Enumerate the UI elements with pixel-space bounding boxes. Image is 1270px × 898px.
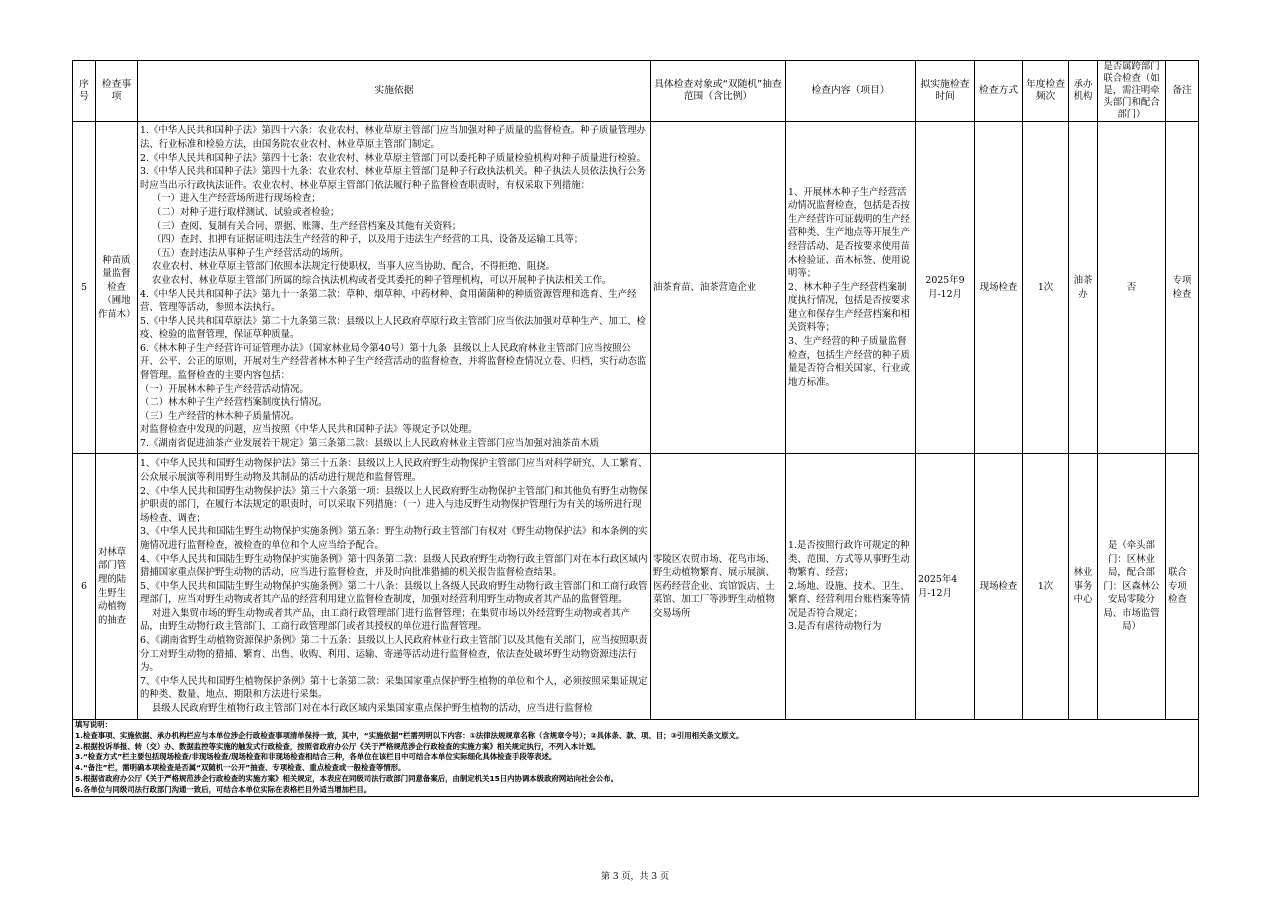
col-header-joint: 是否属跨部门联合检查（如是，需注明牵头部门和配合部门） — [1098, 61, 1166, 122]
page-number: 第 3 页，共 3 页 — [601, 872, 669, 882]
basis-line: （一）进入生产经营场所进行现场检查； — [140, 193, 321, 205]
col-header-method: 检查方式 — [975, 61, 1023, 122]
basis-line: （三）生产经营的林木种子质量情况。 — [140, 410, 300, 422]
notes-item: 6.各单位与同级司法行政部门沟通一致后，可结合本单位实际在表格栏目外适当增加栏目。 — [75, 784, 372, 794]
cell-basis — [138, 122, 651, 454]
col-header-remark: 备注 — [1166, 61, 1199, 122]
basis-line: 3.《中华人民共和国种子法》第四十九条：农业农村、林业草原主管部门是种子行政执法机关。种子执法人员依法执行公务时应当出示行政执法证件。农业农村、林业草原主管部门依法履行种子监督检查职责时，有权采取下列措施： — [140, 166, 646, 191]
basis-line: （二）对种子进行取样测试、试验或者检验； — [140, 206, 340, 218]
basis-line: 1、《中华人民共和国野生动物保护法》第三十五条：县级以上人民政府野生动物保护主管部门应当对科学研究、人工繁育、公众展示展演等利用野生动物及其制品的活动进行规范和监督管理。 — [140, 458, 648, 483]
col-header-freq: 年度检查频次 — [1023, 61, 1069, 122]
basis-line: 农业农村、林业草原主管部门所属的综合执法机构或者受其委托的种子管理机构，可以开展种子执法相关工作。 — [140, 274, 612, 286]
basis-line: （二）林木种子生产经营档案制度执行情况。 — [140, 397, 328, 409]
fill-instructions — [73, 720, 1199, 797]
basis-line: （一）开展林木种子生产经营活动情况。 — [140, 383, 309, 395]
cell-method: 现场检查 — [975, 122, 1023, 454]
cell-time: 2025年9月-12月 — [916, 122, 975, 454]
cell-content: 1、开展林木种子生产经营活动情况监督检查，包括是否按生产经营许可证载明的生产经营种类、生产地点等开展生产经营活动、是否按要求使用苗木检验证、苗木标签、使用说明等； 2、林木种子生产经营档案制度执行情况，包括是否按要求建立和保存生产经营档案和相关资料等； 3、生产经营的种子质量监督检查，包括生产经营的种子质量是否符合相关国家、行业或地方标准。 — [786, 122, 916, 454]
basis-line: （五）查封违法从事种子生产经营活动的场所。 — [140, 247, 349, 259]
cell-method: 现场检查 — [975, 454, 1023, 720]
col-header-targets: 具体检查对象或“双随机”抽查范围（含比例） — [651, 61, 786, 122]
col-header-content: 检查内容（项目） — [786, 61, 916, 122]
col-header-seq: 序号 — [73, 61, 96, 122]
basis-line: 3、《中华人民共和国陆生野生动物保护实施条例》第五条：野生动物行政主管部门有权对《野生动物保护法》和本条例的实施情况进行监督检查，被检查的单位和个人应当给予配合。 — [140, 526, 648, 551]
basis-line: （三）查阅、复制有关合同、票据、账簿、生产经营档案及其他有关资料； — [140, 220, 462, 232]
basis-line: 6.《林木种子生产经营许可证管理办法》（国家林业局令第40号）第十九条 县级以上人民政府林业主管部门应当按照公开、公平、公正的原则，开展对生产经营者林木种子生产经营活动的监督检查，并将监督检查情况立卷、归档，实行动态监督管理。监督检查的主要内容包括： — [140, 342, 647, 382]
basis-line: 农业农村、林业草原主管部门依照本法规定行使职权，当事人应当协助、配合，不得拒绝、阻挠。 — [140, 261, 556, 273]
basis-line: 2.《中华人民共和国种子法》第四十七条：农业农村、林业草原主管部门可以委托种子质量检验机构对种子质量进行检验。 — [140, 152, 646, 164]
cell-org: 林业事务中心 — [1069, 454, 1098, 720]
basis-line: 对监督检查中发现的问题，应当按照《中华人民共和国种子法》等规定予以处理。 — [140, 424, 478, 436]
basis-line: 2、《中华人民共和国野生动物保护法》第三十六条第一项：县级以上人民政府野生动物保护主管部门和其他负有野生动物保护职责的部门，在履行本法规定的职责时，可以采取下列措施：（一）进入与违反野生动物保护管理行为有关的场所进行现场检查、调查； — [140, 485, 648, 524]
cell-joint: 是（牵头部门：区林业局，配合部门：区森林公安局零陵分局、市场监管局） — [1098, 454, 1166, 720]
notes-heading: 填写说明： — [75, 720, 112, 729]
basis-line: 4、《中华人民共和国陆生野生动物保护实施条例》第十四条第二款：县级人民政府野生动物行政主管部门对在本行政区域内猎捕国家重点保护野生动物的活动，应当进行监督检查，并及时向批准猎捕的机关报告监督检查结果。 — [140, 553, 648, 579]
table-row — [73, 122, 1199, 454]
cell-content: 1.是否按照行政许可规定的种类、范围、方式等从事野生动物繁育、经营； 2.场地、设施、技术、卫生、繁育、经营利用台账档案等情况是否符合规定； 3.是否有虐待动物行为 — [786, 454, 916, 720]
notes-item: 3.“检查方式”栏主要包括现场检查/非现场检查/现场检查和非现场检查相结合三种，各单位在该栏目中可结合本单位实际细化具体检查手段等表述。 — [75, 752, 557, 762]
notes-item: 5.根据省政府办公厅《关于严格规范涉企行政检查的实施方案》相关规定，本表应在同级司法行政部门同意备案后，由制定机关15日内协调本级政府网站向社会公布。 — [75, 773, 618, 783]
cell-seq: 6 — [73, 454, 96, 720]
cell-freq: 1次 — [1023, 122, 1069, 454]
cell-seq: 5 — [73, 122, 96, 454]
inspection-plan-table — [72, 60, 1199, 797]
col-header-basis: 实施依据 — [138, 61, 651, 122]
basis-line: 5、《中华人民共和国陆生野生动物保护实施条例》第二十八条：县级以上各级人民政府野生动物行政主管部门和工商行政管理部门，应当对野生动物或者其产品的经营利用建立监督检查制度，加强对经营利用野生动物或者其产品的监督管理。 — [140, 580, 648, 606]
basis-line: 7.《湖南省促进油茶产业发展若干规定》第三条第二款：县级以上人民政府林业主管部门应当加强对油茶苗木质 — [140, 438, 599, 450]
cell-basis — [138, 454, 651, 720]
notes-item: 2.根据投诉举报、转（交）办、数据监控等实施的触发式行政检查，按照省政府办公厅《关于严格规范涉企行政检查的实施方案》相关规定执行，不列入本计划。 — [75, 741, 601, 751]
notes-item: 4.“备注”栏，需明确本项检查是否属“双随机一公开”抽查、专项检查、重点检查或一般检查等情形。 — [75, 763, 406, 773]
cell-remark: 专项检查 — [1166, 122, 1199, 454]
basis-line: 5.《中华人民共和国草原法》第二十九条第三款：县级以上人民政府草原行政主管部门应当依法加强对草种生产、加工、检疫、检验的监督管理，保证草种质量。 — [140, 315, 646, 341]
basis-line: 4.《中华人民共和国种子法》第九十一条第二款：草种、烟草种、中药材种、食用菌菌种的种质资源管理和选育、生产经营、管理等活动，参照本法执行。 — [140, 288, 637, 314]
col-header-time: 拟实施检查时间 — [916, 61, 975, 122]
col-header-item: 检查事项 — [96, 61, 138, 122]
basis-line: 6、《湖南省野生动植物资源保护条例》第二十五条：县级以上人民政府林业行政主管部门以及其他有关部门，应当按照职责分工对野生动物的猎捕、繁育、出售、收购、利用、运输、寄递等活动进行监督检查，依法查处破坏野生动物资源违法行为。 — [140, 635, 648, 674]
cell-time: 2025年4月-12月 — [916, 454, 975, 720]
basis-line: 7、《中华人民共和国野生植物保护条例》第十七条第二款：采集国家重点保护野生植物的单位和个人，必须按照采集证规定的种类、数量、地点、期限和方法进行采集。 — [140, 675, 648, 701]
cell-joint: 否 — [1098, 122, 1166, 454]
basis-line: 1.《中华人民共和国种子法》第四十六条：农业农村、林业草原主管部门应当加强对种子质量的监督检查。种子质量管理办法、行业标准和检验方法，由国务院农业农村、林业草原主管部门制定。 — [140, 125, 646, 150]
basis-line: （四）查封、扣押有证据证明违法生产经营的种子，以及用于违法生产经营的工具、设备及运输工具等； — [140, 234, 584, 246]
cell-item: 种苗质量监督检查（圃地作苗木） — [96, 122, 138, 454]
cell-targets: 油茶育苗、油茶营造企业 — [651, 122, 786, 454]
cell-remark: 联合专项检查 — [1166, 454, 1199, 720]
table-row — [73, 454, 1199, 720]
col-header-org: 承办机构 — [1069, 61, 1098, 122]
notes-item: 1.检查事项、实施依据、承办机构栏应与本单位涉企行政检查事项清单保持一致，其中，“实施依据”栏需列明以下内容：①法律法规规章名称（含规章令号）；②具体条、款、项、目；③引用相关条文原文。 — [75, 730, 744, 740]
notes-row — [73, 720, 1199, 797]
cell-item: 对林草部门管理的陆生野生动植物的抽查 — [96, 454, 138, 720]
header-row — [73, 61, 1199, 122]
cell-targets: 零陵区农贸市场、花鸟市场、野生动植物繁育、展示展演、医药经营企业、宾馆饭店、土菜馆、加工厂等涉野生动植物交易场所 — [651, 454, 786, 720]
cell-org: 油茶办 — [1069, 122, 1098, 454]
basis-line: 对进入集贸市场的野生动物或者其产品，由工商行政管理部门进行监督管理；在集贸市场以外经营野生动物或者其产品，由野生动物行政主管部门、工商行政管理部门或者其授权的单位进行监督管理。 — [140, 607, 631, 633]
cell-freq: 1次 — [1023, 454, 1069, 720]
basis-line: 县级人民政府野生植物行政主管部门对在本行政区域内采集国家重点保护野生植物的活动，应当进行监督检 — [140, 703, 593, 715]
